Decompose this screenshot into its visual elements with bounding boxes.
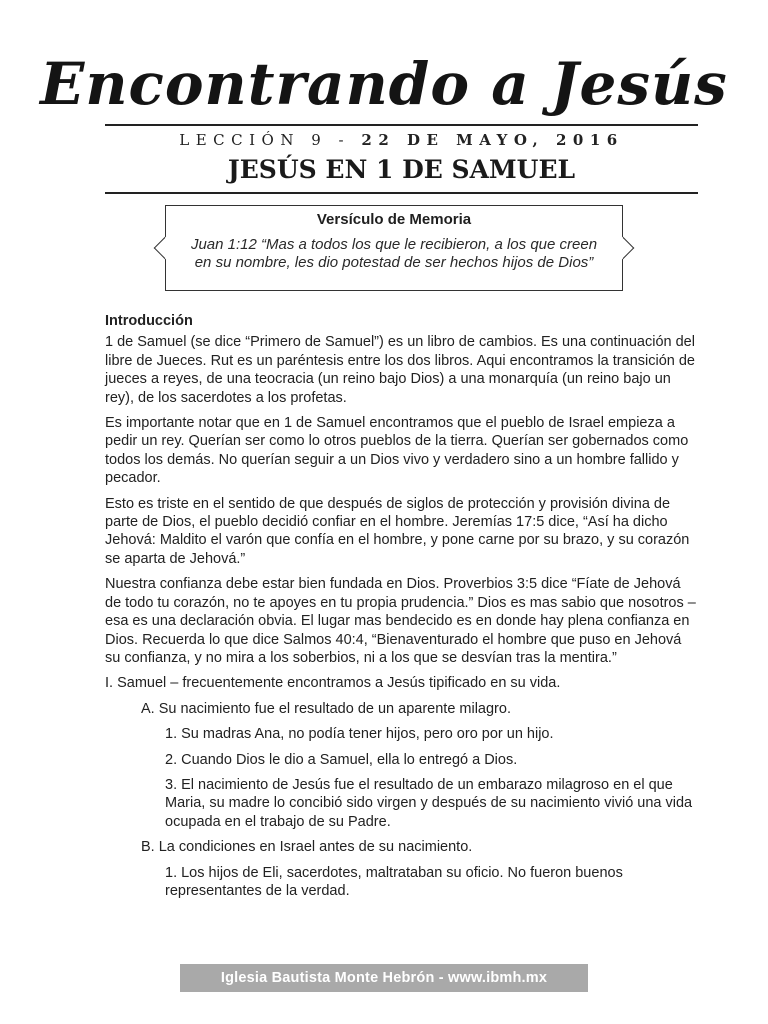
intro-paragraph-4: Nuestra confianza debe estar bien fundada en Dios. Proverbios 3:5 dice “Fíate de Jehová de todo tu corazón, no te apoyes en tu propia prudencia.” Dios es mas sabio que nosotros – esa es una declaración obvia. El lugar mas bendecido es en donde hay plena confianza en Dios. Recuerda lo que dice Salmos 40:4, “Bienaventurado el hombre que puso en Jehová su confianza, y no mira a los soberbios, ni a los que se desvían tras la mentira.” [105, 576, 696, 666]
lesson-body [105, 312, 699, 907]
outline-item-1: I. Samuel – frecuentemente encontramos a Jesús tipificado en su vida. [105, 675, 561, 692]
intro-paragraph-2: Es importante notar que en 1 de Samuel encontramos que el pueblo de Israel empieza a pedir un rey. Querían ser como lo otros pueblos de la tierra. Querían ser gobernados como todos los demás. No querían seguir a un Dios vivo y verdadero sino a un hombre fallido y pecador. [105, 415, 689, 487]
lesson-line [105, 130, 698, 150]
lesson-date: 22 DE MAYO, 2016 [361, 131, 624, 149]
intro-heading: Introducción [105, 313, 193, 329]
header-rule-bottom [105, 192, 698, 194]
box-notch-left [154, 237, 177, 260]
outline-item-b: B. La condiciones en Israel antes de su nacimiento. [141, 839, 473, 856]
memory-verse-box [165, 205, 623, 291]
lesson-title: JESÚS EN 1 DE SAMUEL [227, 155, 576, 184]
intro-paragraph-3: Esto es triste en el sentido de que después de siglos de protección y provisión divina de parte de Dios, el pueblo decidió confiar en el hombre. Jeremías 17:5 dice, “Así ha dicho Jehová: Maldito el varón que confía en el hombre, y pone carne por su brazo, y su corazón se aparta de Jehová.” [105, 495, 690, 567]
outline-item-a3: 3. El nacimiento de Jesús fue el resultado de un embarazo milagroso en el que Maria, su madre lo concibió sido virgen y después de su nacimiento vivió una vida ocupada en el trabajo de su Padre. [165, 776, 693, 830]
memory-verse-text: Juan 1:12 “Mas a todos los que le recibieron, a los que creen en su nombre, les dio potestad de ser hechos hijos de Dios” [190, 236, 598, 271]
brand-title: Encontrando a Jesús [40, 50, 728, 118]
header-rule-top [105, 124, 698, 126]
memory-verse-title: Versículo de Memoria [316, 211, 472, 228]
outline-item-b1: 1. Los hijos de Eli, sacerdotes, maltrataban su oficio. No fueron buenos representantes de la verdad. [165, 864, 623, 899]
outline-item-a2: 2. Cuando Dios le dio a Samuel, ella lo entregó a Dios. [165, 751, 518, 768]
outline-item-a1: 1. Su madras Ana, no podía tener hijos, pero oro por un hijo. [165, 726, 554, 743]
box-notch-right [612, 237, 635, 260]
lesson-number: LECCIÓN 9 - [179, 131, 362, 149]
intro-paragraph-1: 1 de Samuel (se dice “Primero de Samuel”) es un libro de cambios. Es una continuación del libre de Jueces. Rut es un paréntesis entre los dos libros. Aqui encontramos la transición de jueces a reyes, de una teocracia (un reino bajo Dios) a una monarquía (un reino bajo un rey), de los sacerdotes a los profetas. [105, 334, 695, 406]
outline-item-a: A. Su nacimiento fue el resultado de un aparente milagro. [141, 700, 511, 717]
footer-banner: Iglesia Bautista Monte Hebrón - www.ibmh.mx [180, 964, 588, 992]
